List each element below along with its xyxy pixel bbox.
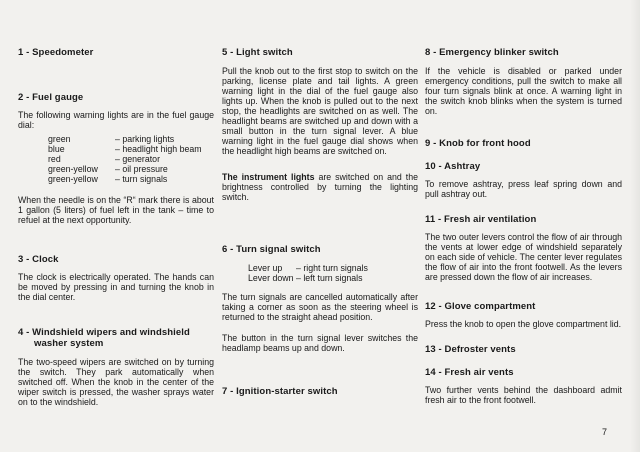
fresh-air-ventilation-body: The two outer levers control the flow of air through the vents at lower edge of windshield separately on each side of vehicle. The center lever regulates the flow of air into the front footwell. As the levers are pressed down the flow of air increases. bbox=[425, 232, 622, 282]
warning-light-color: green-yellow bbox=[48, 164, 98, 174]
section-heading-emergency-blinker: 8 - Emergency blinker switch bbox=[425, 47, 559, 58]
warning-light-meaning: – headlight high beam bbox=[115, 144, 202, 154]
section-heading-fresh-air-vents: 14 - Fresh air vents bbox=[425, 367, 514, 378]
section-heading-fresh-air-ventilation: 11 - Fresh air ventilation bbox=[425, 214, 537, 225]
emergency-blinker-body: If the vehicle is disabled or parked under emergency conditions, pull the switch to make all four turn signals blink at once. A warning light in the switch knob blinks when the system is turned on. bbox=[425, 66, 622, 116]
warning-light-meaning: – generator bbox=[115, 154, 160, 164]
warning-light-color: blue bbox=[48, 144, 65, 154]
lever-position-list bbox=[222, 263, 418, 283]
turn-signal-body-2: The button in the turn signal lever switches the headlamp beams up and down. bbox=[222, 333, 418, 353]
warning-light-row bbox=[48, 134, 214, 144]
fuel-gauge-note: When the needle is on the “R“ mark there is about 1 gallon (5 liters) of fuel left in the tank – time to refuel at the next opportunity. bbox=[18, 195, 214, 225]
section-heading-front-hood: 9 - Knob for front hood bbox=[425, 138, 531, 149]
section-heading-speedometer: 1 - Speedometer bbox=[18, 47, 94, 58]
lever-meaning: – right turn signals bbox=[296, 263, 368, 273]
wipers-body: The two-speed wipers are switched on by turning the switch. They park automatically when switched off. When the knob in the center of the wiper switch is pressed, the washer sprays water on to the windshield. bbox=[18, 357, 214, 407]
warning-light-row bbox=[48, 174, 214, 184]
column-right bbox=[425, 47, 622, 405]
warning-light-row bbox=[48, 144, 214, 154]
lever-position: Lever down bbox=[248, 273, 294, 283]
warning-light-row bbox=[48, 164, 214, 174]
fresh-air-vents-body: Two further vents behind the dashboard admit fresh air to the front footwell. bbox=[425, 385, 622, 405]
section-heading-wipers: 4 - Windshield wipers and windshield washer system bbox=[18, 327, 190, 349]
lever-position-row bbox=[248, 263, 418, 273]
clock-body: The clock is electrically operated. The hands can be moved by pressing in and turning the knob in the dial center. bbox=[18, 272, 214, 302]
section-heading-defroster-vents: 13 - Defroster vents bbox=[425, 344, 516, 355]
turn-signal-body-1: The turn signals are cancelled automatically after taking a corner as soon as the steering wheel is returned to the straight ahead position. bbox=[222, 292, 418, 322]
section-heading-clock: 3 - Clock bbox=[18, 254, 59, 265]
warning-light-row bbox=[48, 154, 214, 164]
fuel-gauge-intro: The following warning lights are in the fuel gauge dial: bbox=[18, 110, 214, 130]
section-heading-ignition: 7 - Ignition-starter switch bbox=[222, 386, 338, 397]
instrument-lights-rest: are switched on and the brightness controlled by turning the lighting switch. bbox=[222, 172, 418, 202]
ashtray-body: To remove ashtray, press leaf spring down and pull ashtray out. bbox=[425, 179, 622, 199]
lever-position: Lever up bbox=[248, 263, 283, 273]
instrument-lights-lead: The instrument lights bbox=[222, 172, 315, 182]
warning-light-color: green bbox=[48, 134, 71, 144]
section-heading-light-switch: 5 - Light switch bbox=[222, 47, 293, 58]
page-number: 7 bbox=[601, 427, 607, 437]
section-heading-fuel-gauge: 2 - Fuel gauge bbox=[18, 92, 84, 103]
instrument-lights-note bbox=[222, 172, 418, 202]
section-heading-turn-signal: 6 - Turn signal switch bbox=[222, 244, 321, 255]
lever-position-row bbox=[248, 273, 418, 283]
section-heading-glove-compartment: 12 - Glove compartment bbox=[425, 301, 536, 312]
lever-meaning: – left turn signals bbox=[296, 273, 363, 283]
warning-light-meaning: – turn signals bbox=[115, 174, 168, 184]
warning-light-meaning: – parking lights bbox=[115, 134, 175, 144]
column-middle bbox=[222, 47, 418, 397]
warning-light-color: green-yellow bbox=[48, 174, 98, 184]
column-left bbox=[18, 47, 214, 407]
warning-light-meaning: – oil pressure bbox=[115, 164, 168, 174]
warning-light-list bbox=[18, 134, 214, 184]
light-switch-body: Pull the knob out to the first stop to switch on the parking, license plate and tail lights. A green warning light in the dial of the fuel gauge also lights up. When the knob is pulled out to the next stop, the headlights are switched on as well. The headlight beams are switched up and down with a small button in the turn signal lever. A blue warning light in the fuel gauge dial shows when the headlight high beams are switched on. bbox=[222, 66, 418, 156]
warning-light-color: red bbox=[48, 154, 61, 164]
glove-compartment-body: Press the knob to open the glove compartment lid. bbox=[425, 319, 622, 329]
section-heading-ashtray: 10 - Ashtray bbox=[425, 161, 481, 172]
